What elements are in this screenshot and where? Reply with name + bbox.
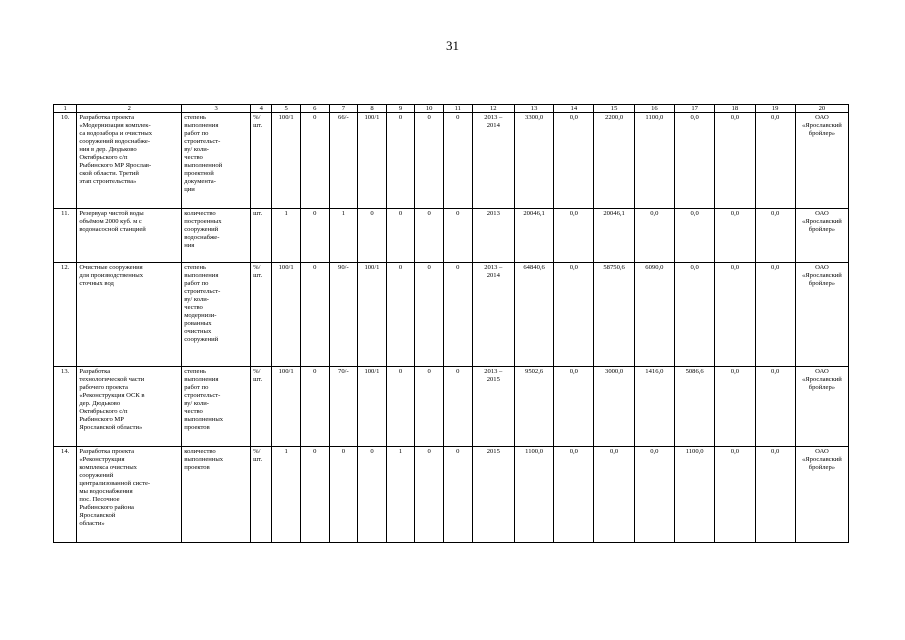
cell-value: 1	[386, 447, 415, 543]
cell-value: 1100,0	[634, 113, 674, 209]
column-number: 13	[514, 105, 553, 113]
column-number: 12	[472, 105, 514, 113]
cell-value: 0	[386, 263, 415, 367]
cell-value: 0	[415, 209, 444, 263]
measure-name: Очистные сооружения для производственных сточных вод	[77, 263, 182, 367]
cell-value: 0	[443, 447, 472, 543]
cell-value: 0	[443, 263, 472, 367]
cell-value: 0	[358, 447, 387, 543]
table-row	[54, 113, 849, 209]
cell-value: 1100,0	[514, 447, 553, 543]
column-number: 6	[300, 105, 329, 113]
column-number: 1	[54, 105, 77, 113]
cell-value: 0,0	[755, 263, 795, 367]
cell-value: 9502,6	[514, 367, 553, 447]
column-number: 14	[554, 105, 594, 113]
cell-value: 0,0	[755, 447, 795, 543]
cell-value: 0,0	[634, 209, 674, 263]
cell-value: 0	[300, 113, 329, 209]
executor: ОАО «Ярославский бройлер»	[795, 263, 848, 367]
cell-value: 58750,6	[594, 263, 634, 367]
measure-name: Разработка проекта «Модернизация комплек- са водозабора и очистных сооружений водоснабже- ния в дер. Дюдьково Октябрьского с/п Рыбинского МР Ярослав- ской области. Третий этап строительства»	[77, 113, 182, 209]
unit: %/ шт.	[251, 113, 272, 209]
cell-value: 2200,0	[594, 113, 634, 209]
cell-value: 66/-	[329, 113, 358, 209]
measure-name: Разработка технологической части рабочего проекта «Реконструкция ОСК в дер. Дюдьково Октябрьского с/п Рыбинского МР Ярославской области»	[77, 367, 182, 447]
executor: ОАО «Ярославский бройлер»	[795, 447, 848, 543]
cell-value: 0	[386, 209, 415, 263]
cell-value: 90/-	[329, 263, 358, 367]
cell-value: 0	[386, 113, 415, 209]
cell-value: 100/1	[358, 113, 387, 209]
executor: ОАО «Ярославский бройлер»	[795, 113, 848, 209]
cell-value: 1	[272, 209, 301, 263]
cell-value: 0,0	[715, 209, 755, 263]
column-number: 8	[358, 105, 387, 113]
cell-value: 3300,0	[514, 113, 553, 209]
column-number: 5	[272, 105, 301, 113]
cell-value: 1416,0	[634, 367, 674, 447]
column-number-row	[54, 105, 849, 113]
executor: ОАО «Ярославский бройлер»	[795, 367, 848, 447]
indicator-name: количество построенных сооружений водоснабже- ния	[182, 209, 251, 263]
column-number: 20	[795, 105, 848, 113]
cell-value: 0	[300, 263, 329, 367]
cell-value: 0	[300, 209, 329, 263]
indicator-name: количество выполненных проектов	[182, 447, 251, 543]
column-number: 17	[675, 105, 715, 113]
cell-value: 0,0	[554, 367, 594, 447]
cell-value: 0,0	[675, 209, 715, 263]
row-number: 10.	[54, 113, 77, 209]
executor: ОАО «Ярославский бройлер»	[795, 209, 848, 263]
cell-value: 0,0	[715, 113, 755, 209]
cell-value: 0	[329, 447, 358, 543]
cell-value: 100/1	[272, 263, 301, 367]
row-number: 13.	[54, 367, 77, 447]
column-number: 19	[755, 105, 795, 113]
cell-value: 1	[272, 447, 301, 543]
column-number: 15	[594, 105, 634, 113]
unit: шт.	[251, 209, 272, 263]
column-number: 9	[386, 105, 415, 113]
table-row	[54, 367, 849, 447]
cell-value: 0,0	[675, 263, 715, 367]
unit: %/ шт.	[251, 263, 272, 367]
cell-value: 0,0	[554, 447, 594, 543]
cell-value: 0,0	[715, 367, 755, 447]
cell-value: 0,0	[715, 263, 755, 367]
indicator-name: степень выполнения работ по строительст- ву/ коли- чество модернизи- рованных очистных сооружений	[182, 263, 251, 367]
cell-value: 20046,1	[594, 209, 634, 263]
cell-value: 0	[443, 367, 472, 447]
cell-value: 100/1	[358, 367, 387, 447]
page-number: 31	[446, 38, 459, 53]
table-row	[54, 447, 849, 543]
cell-value: 1	[329, 209, 358, 263]
cell-value: 0	[415, 113, 444, 209]
period: 2015	[472, 447, 514, 543]
row-number: 14.	[54, 447, 77, 543]
cell-value: 0	[415, 367, 444, 447]
cell-value: 0,0	[755, 367, 795, 447]
cell-value: 0	[443, 209, 472, 263]
cell-value: 0,0	[594, 447, 634, 543]
row-number: 12.	[54, 263, 77, 367]
table-row	[54, 263, 849, 367]
cell-value: 1100,0	[675, 447, 715, 543]
cell-value: 0	[358, 209, 387, 263]
indicator-name: степень выполнения работ по строительст- ву/ коли- чество выполненных проектов	[182, 367, 251, 447]
cell-value: 70/-	[329, 367, 358, 447]
cell-value: 0	[300, 367, 329, 447]
column-number: 2	[77, 105, 182, 113]
cell-value: 0,0	[675, 113, 715, 209]
cell-value: 3000,0	[594, 367, 634, 447]
cell-value: 100/1	[272, 367, 301, 447]
column-number: 10	[415, 105, 444, 113]
cell-value: 0,0	[554, 209, 594, 263]
table-row	[54, 209, 849, 263]
cell-value: 100/1	[272, 113, 301, 209]
cell-value: 0	[300, 447, 329, 543]
column-number: 18	[715, 105, 755, 113]
cell-value: 0	[415, 447, 444, 543]
cell-value: 64840,6	[514, 263, 553, 367]
row-number: 11.	[54, 209, 77, 263]
cell-value: 0	[443, 113, 472, 209]
cell-value: 0,0	[755, 209, 795, 263]
cell-value: 0,0	[715, 447, 755, 543]
cell-value: 0,0	[554, 263, 594, 367]
cell-value: 6090,0	[634, 263, 674, 367]
cell-value: 100/1	[358, 263, 387, 367]
column-number: 7	[329, 105, 358, 113]
period: 2013	[472, 209, 514, 263]
column-number: 4	[251, 105, 272, 113]
column-number: 16	[634, 105, 674, 113]
measure-name: Разработка проекта «Реконструкция комплекса очистных сооружений централизованной систе- мы водоснабжения пос. Песочное Рыбинского района Ярославской области»	[77, 447, 182, 543]
period: 2013 – 2014	[472, 113, 514, 209]
measure-name: Резервуар чистой воды объёмом 2000 куб. м с водонасосной станцией	[77, 209, 182, 263]
cell-value: 0,0	[634, 447, 674, 543]
cell-value: 20046,1	[514, 209, 553, 263]
cell-value: 5086,6	[675, 367, 715, 447]
unit: %/ шт.	[251, 367, 272, 447]
cell-value: 0	[386, 367, 415, 447]
unit: %/ шт.	[251, 447, 272, 543]
period: 2013 – 2014	[472, 263, 514, 367]
column-number: 3	[182, 105, 251, 113]
indicator-name: степень выполнения работ по строительст- ву/ коли- чество выполненной проектной документа- ции	[182, 113, 251, 209]
cell-value: 0,0	[554, 113, 594, 209]
period: 2013 – 2015	[472, 367, 514, 447]
cell-value: 0	[415, 263, 444, 367]
program-table	[53, 104, 849, 543]
column-number: 11	[443, 105, 472, 113]
cell-value: 0,0	[755, 113, 795, 209]
